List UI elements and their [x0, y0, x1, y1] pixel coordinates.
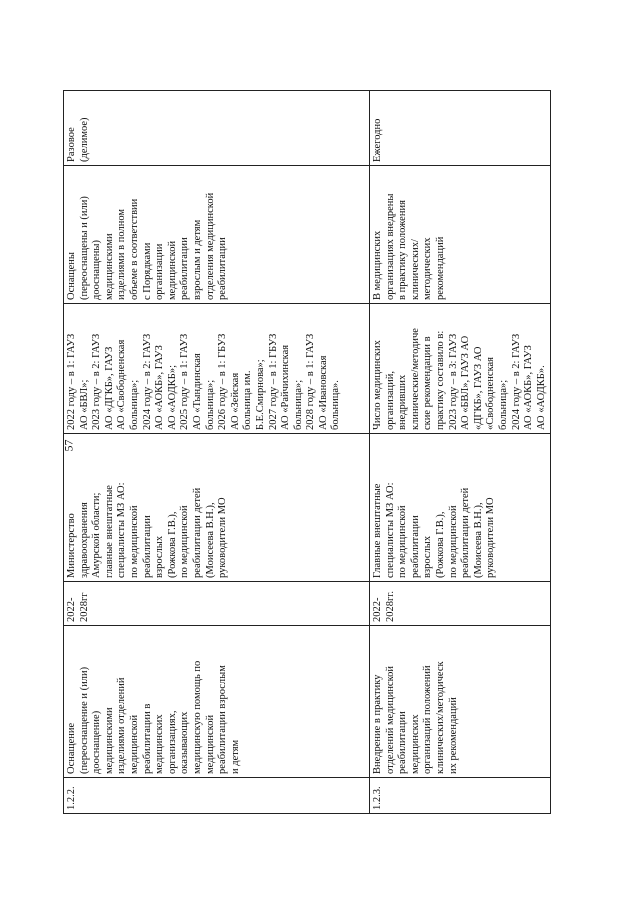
row-number-cell: 1.2.3.: [370, 778, 551, 814]
period-cell: 2022- 2028гг: [64, 582, 370, 626]
page-number: 57: [61, 439, 76, 452]
row-number-cell: 1.2.2.: [64, 778, 370, 814]
period-cell: 2022- 2028гг.: [370, 582, 551, 626]
rotated-table-wrapper: [63, 91, 547, 814]
measure-name-cell: Внедрение в практику отделений медицинской реабилитации медицинских организаций положений клинических/методическ их рекомендаций: [370, 626, 551, 778]
result-cell: Оснащены (переоснащены и (или) дооснащены) медицинскими изделиями в полном объеме в соответствии с Порядками организации медицинской реабилитации взрослым и детям отделения медицинской реабилитации: [64, 166, 370, 304]
indicator-cell: Число медицинских организаций, внедривших клинические/методиче ские рекомендации в практику составило в: 2023 году – в 3: ГАУЗ АО «БВЛ», ГАУЗ АО «ДГКБ», ГАУЗ АО «Свободненская больница»; 2024 году – в 2: ГАУЗ АО «АОКБ», ГАУЗ АО «АОДКБ».: [370, 304, 551, 434]
measures-table: [63, 90, 551, 814]
indicator-cell: 2022 году – в 1: ГАУЗ АО «БВЛ»; 2023 году – в 2: ГАУЗ АО «ДГКБ», ГАУЗ АО «Свободненская больница»; 2024 году – в 2: ГАУЗ АО «АОКБ», ГАУЗ АО «АОДКБ»; 2025 году – в 1: ГАУЗ АО «Тындинская больница»; 2026 году – в 1: ГБУЗ АО «Зейская больница им. Б.Е.Смирнова»; 2027 году – в 1: ГБУЗ АО «Райчихинская больница»; 2028 году – в 1: ГАУЗ АО «Ивановская больница».: [64, 304, 370, 434]
responsible-cell: Главные внештатные специалисты МЗ АО: по медицинской реабилитации взрослых (Рожкова Г.В.), по медицинской реабилитации детей (Моисеева В.Н.), руководители МО: [370, 434, 551, 582]
frequency-cell: Разовое (делимое): [64, 91, 370, 166]
table-row: [64, 91, 370, 814]
measure-name-cell: Оснащение (переоснащение и (или) дооснащение) медицинскими изделиями отделений медицинской реабилитации в медицинских организациях, оказывающих медицинскую помощь по медицинской реабилитации взрослым и детям: [64, 626, 370, 778]
result-cell: В медицинских организациях внедрены в практику положения клинических/ методических рекомендаций: [370, 166, 551, 304]
responsible-cell: Министерство здравоохранения Амурской области; главные внештатные специалисты МЗ АО: по медицинской реабилитации взрослых (Рожкова Г.В.), по медицинской реабилитации детей (Моисеева В.Н.), руководители МО: [64, 434, 370, 582]
frequency-cell: Ежегодно: [370, 91, 551, 166]
table-row: [370, 91, 551, 814]
